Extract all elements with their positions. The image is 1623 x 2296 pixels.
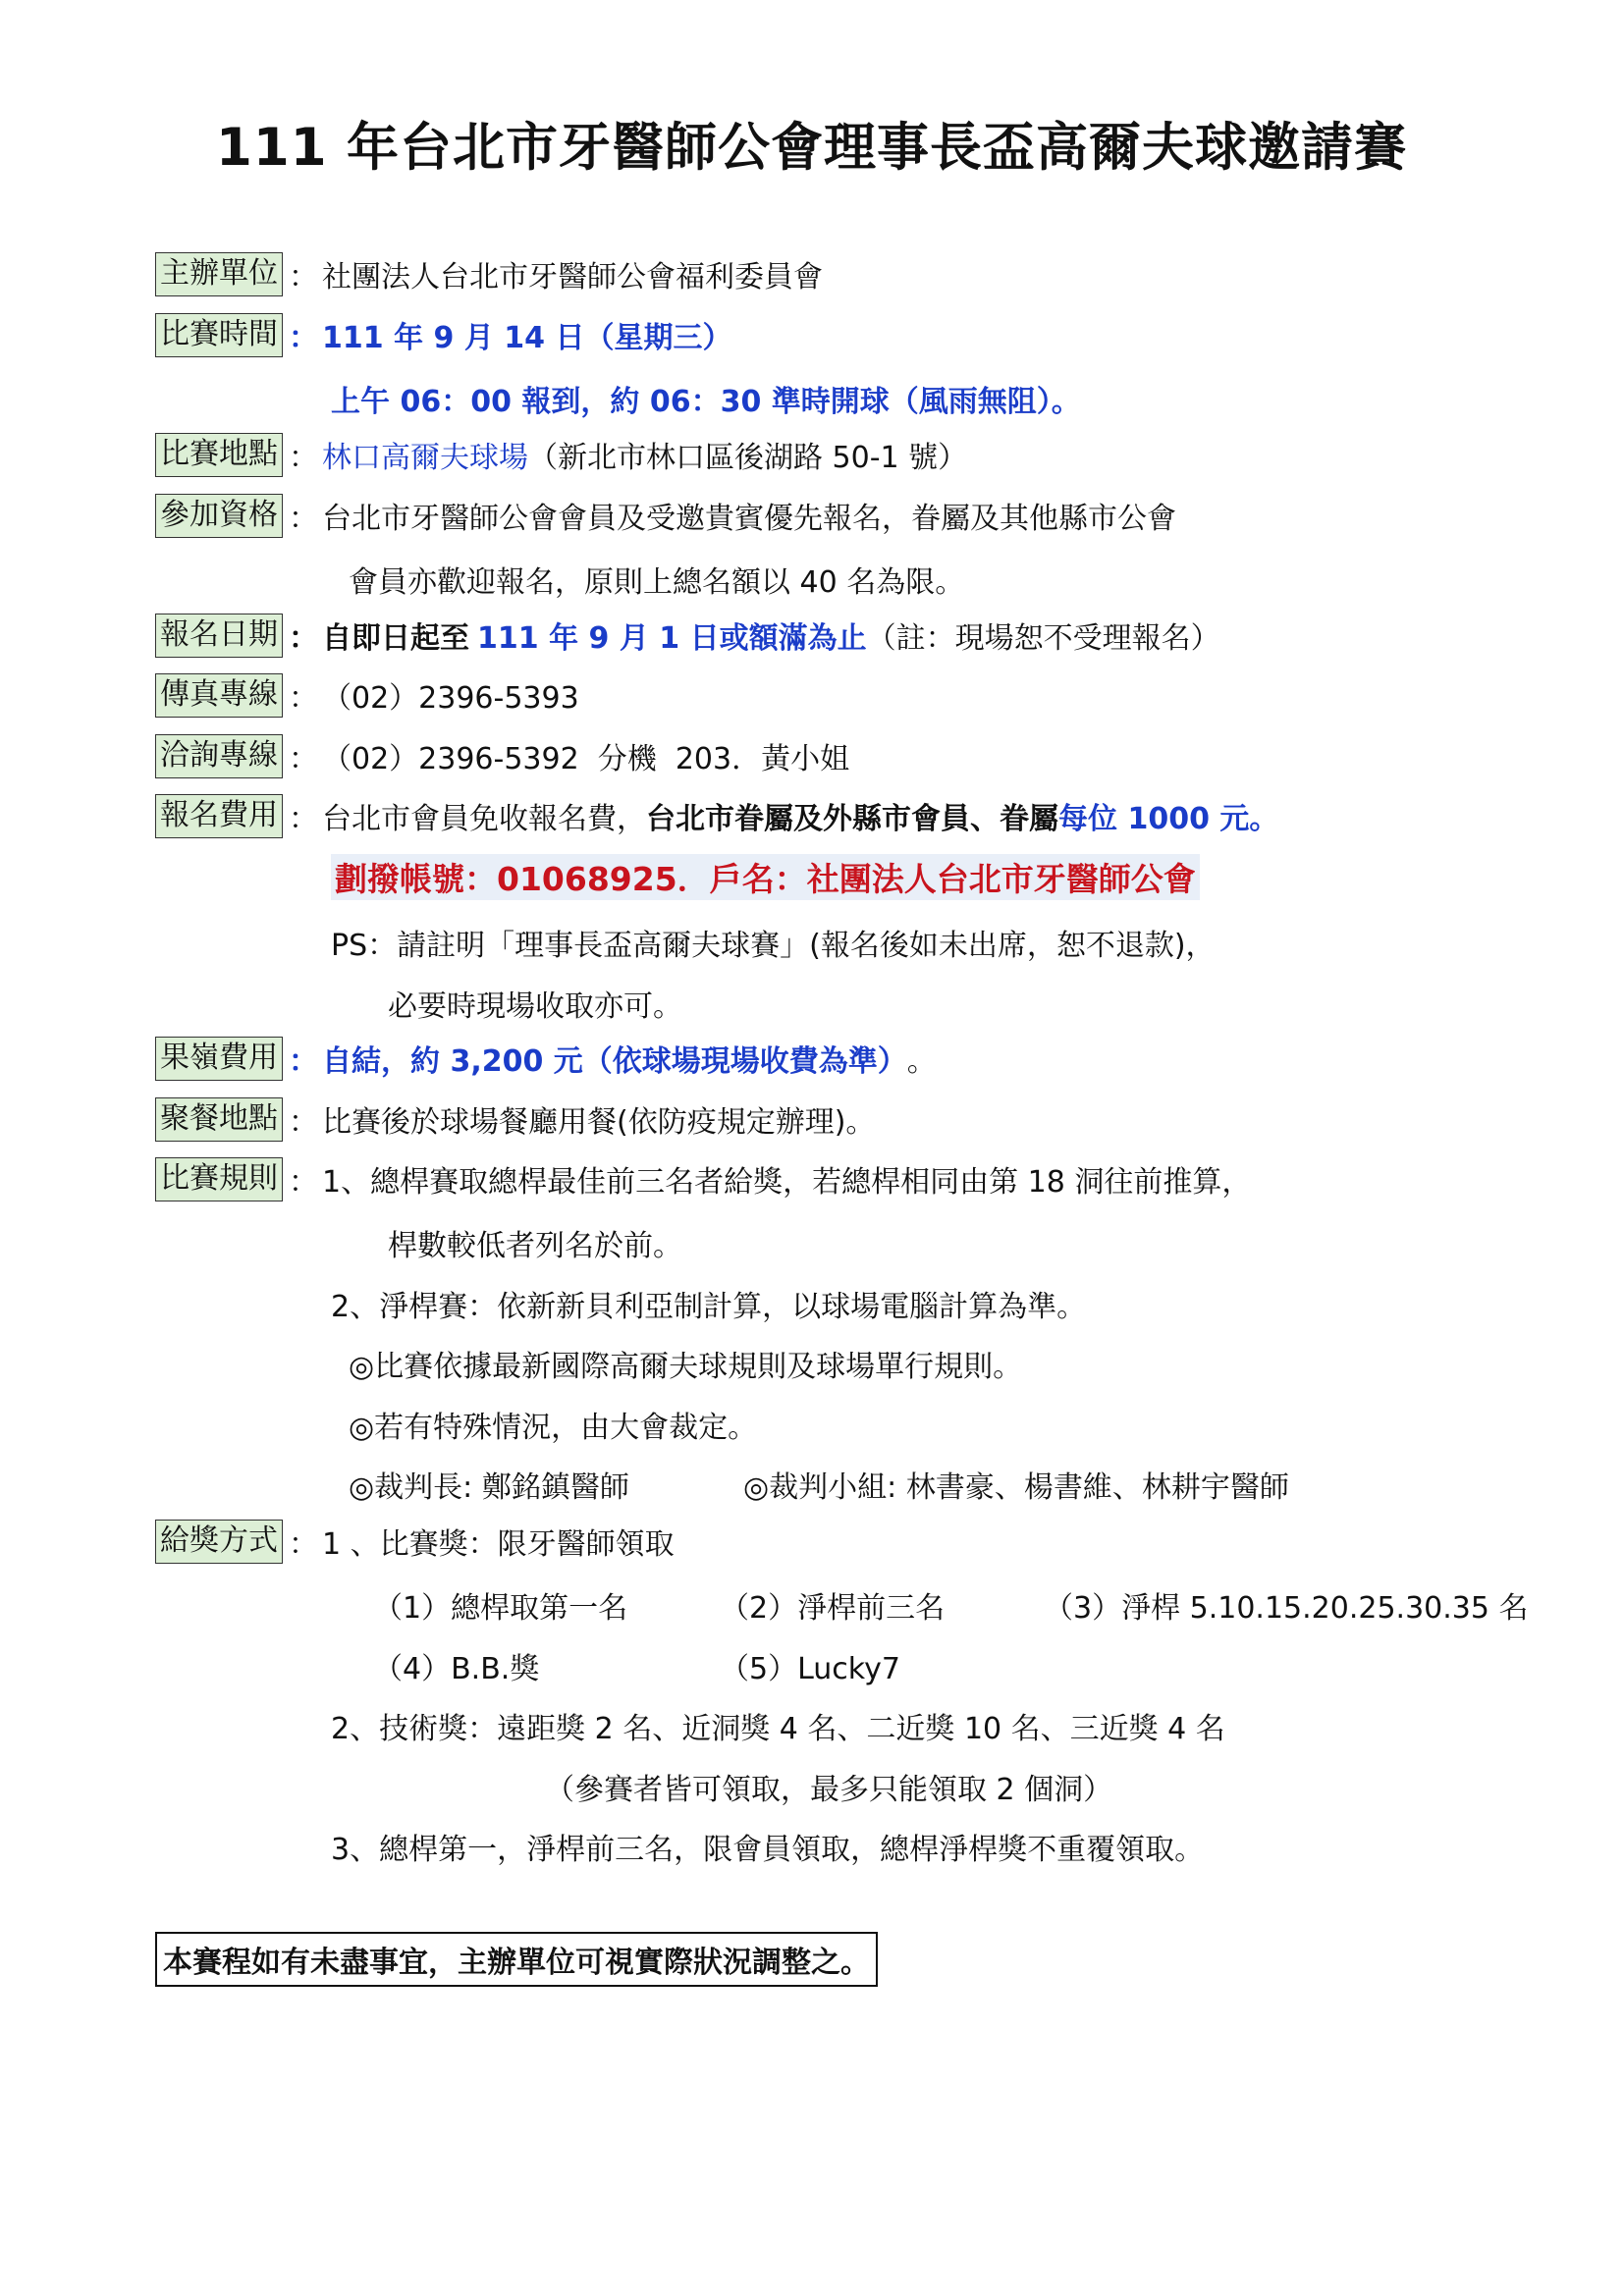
rule-3: ◎比賽依據最新國際高爾夫球規則及球場單行規則。: [349, 1350, 1023, 1384]
award-2-note: （參賽者皆可領取，最多只能領取 2 個洞）: [545, 1773, 1113, 1807]
award-2: 2、技術獎：遠距獎 2 名、近洞獎 4 名、二近獎 10 名、三近獎 4 名: [331, 1712, 1225, 1746]
event-date: 111 年 9 月 14 日（星期三）: [322, 321, 732, 355]
dinner-label: 聚餐地點: [155, 1097, 283, 1142]
rule-4: ◎若有特殊情況，由大會裁定。: [349, 1411, 758, 1445]
referee-panel: ◎裁判小組: 林書豪、楊書維、林耕宇醫師: [743, 1470, 1289, 1505]
eligibility-row: [155, 491, 1176, 540]
eligibility-line-1: 台北市牙醫師公會會員及受邀貴賓優先報名，眷屬及其他縣市公會: [322, 502, 1176, 536]
fax-colon: ：: [289, 681, 318, 716]
postal-account: 劃撥帳號：01068925．戶名：社團法人台北市牙醫師公會: [331, 854, 1200, 900]
venue-name: 林口高爾夫球場: [322, 441, 528, 475]
fee-row: [155, 791, 1278, 840]
rules-row: [155, 1154, 1251, 1203]
award-item-5: （5）Lucky7: [720, 1652, 900, 1686]
registration-colon: ：: [289, 621, 318, 656]
inquiry-label: 洽詢專線: [155, 734, 283, 778]
inquiry-row: [155, 731, 849, 780]
host-label: 主辦單位: [155, 252, 283, 296]
host-value: 社團法人台北市牙醫師公會福利委員會: [322, 260, 823, 294]
fax-number: （02）2396-5393: [322, 681, 579, 716]
venue-row: [155, 430, 967, 479]
fax-label: 傳真專線: [155, 673, 283, 718]
registration-row: [155, 611, 1220, 660]
caddie-label: 果嶺費用: [155, 1037, 283, 1081]
fee-ps-line-2: 必要時現場收取亦可。: [388, 989, 682, 1024]
registration-label: 報名日期: [155, 614, 283, 658]
dinner-value: 比賽後於球場餐廳用餐(依防疫規定辦理)。: [322, 1105, 876, 1140]
registration-deadline: 111 年 9 月 1 日或額滿為止: [477, 621, 867, 656]
award-item-3: （3）淨桿 5.10.15.20.25.30.35 名: [1044, 1591, 1529, 1626]
dinner-colon: ：: [289, 1105, 318, 1140]
time-row: [155, 310, 731, 359]
venue-label: 比賽地點: [155, 433, 283, 477]
award-item-1: （1）總桿取第一名: [373, 1591, 628, 1626]
award-item-4: （4）B.B.獎: [373, 1652, 540, 1686]
inquiry-colon: ：: [289, 742, 318, 776]
time-label: 比賽時間: [155, 313, 283, 357]
fee-amount: 每位 1000 元。: [1058, 802, 1279, 836]
rules-colon: ：: [289, 1165, 318, 1200]
rule-1a: 1、總桿賽取總桿最佳前三名者給獎，若總桿相同由第 18 洞往前推算，: [322, 1165, 1252, 1200]
fee-member-free: 台北市會員免收報名費，: [322, 802, 646, 836]
rules-label: 比賽規則: [155, 1157, 283, 1201]
eligibility-colon: ：: [289, 502, 318, 536]
awards-row: [155, 1517, 675, 1566]
award-3: 3、總桿第一，淨桿前三名，限會員領取，總桿淨桿獎不重覆領取。: [331, 1833, 1205, 1867]
fee-label: 報名費用: [155, 794, 283, 838]
awards-label: 給獎方式: [155, 1520, 283, 1564]
venue-address: （新北市林口區後湖路 50-1 號）: [528, 441, 968, 475]
caddie-fee: 自結，約 3,200 元（依球場現場收費為準）: [322, 1044, 907, 1079]
caddie-end: 。: [906, 1044, 937, 1079]
host-row: [155, 249, 823, 298]
rule-2: 2、淨桿賽：依新新貝利亞制計算，以球場電腦計算為準。: [331, 1290, 1087, 1324]
venue-colon: ：: [289, 441, 318, 475]
fee-ps-line-1: PS：請註明「理事長盃高爾夫球賽」(報名後如未出席，恕不退款)，: [331, 929, 1216, 963]
footer-note: 本賽程如有未盡事宜，主辦單位可視實際狀況調整之。: [155, 1932, 878, 1987]
chief-referee: ◎裁判長: 鄭銘鎮醫師: [349, 1470, 629, 1505]
fee-family-others: 台北市眷屬及外縣市會員、眷屬: [646, 802, 1058, 836]
event-schedule: 上午 06：00 報到，約 06：30 準時開球（風雨無阻）。: [331, 385, 1081, 419]
fee-colon: ：: [289, 802, 318, 836]
page-title: 111 年台北市牙醫師公會理事長盃高爾夫球邀請賽: [215, 118, 1408, 178]
host-colon: ：: [289, 260, 318, 294]
registration-note: （註：現場恕不受理報名）: [866, 621, 1220, 656]
award-1: 1 、比賽獎：限牙醫師領取: [322, 1527, 675, 1562]
inquiry-number: （02）2396-5392 分機 203．黃小姐: [322, 742, 850, 776]
awards-colon: ：: [289, 1527, 318, 1562]
award-item-2: （2）淨桿前三名: [720, 1591, 946, 1626]
caddie-row: [155, 1034, 937, 1083]
time-colon: ：: [289, 321, 318, 355]
dinner-row: [155, 1095, 875, 1144]
fax-row: [155, 670, 579, 720]
caddie-colon: ：: [289, 1044, 318, 1079]
eligibility-line-2: 會員亦歡迎報名，原則上總名額以 40 名為限。: [349, 565, 965, 600]
rule-1b: 桿數較低者列名於前。: [388, 1229, 682, 1263]
registration-lead: 自即日起至: [322, 621, 469, 656]
eligibility-label: 參加資格: [155, 494, 283, 538]
